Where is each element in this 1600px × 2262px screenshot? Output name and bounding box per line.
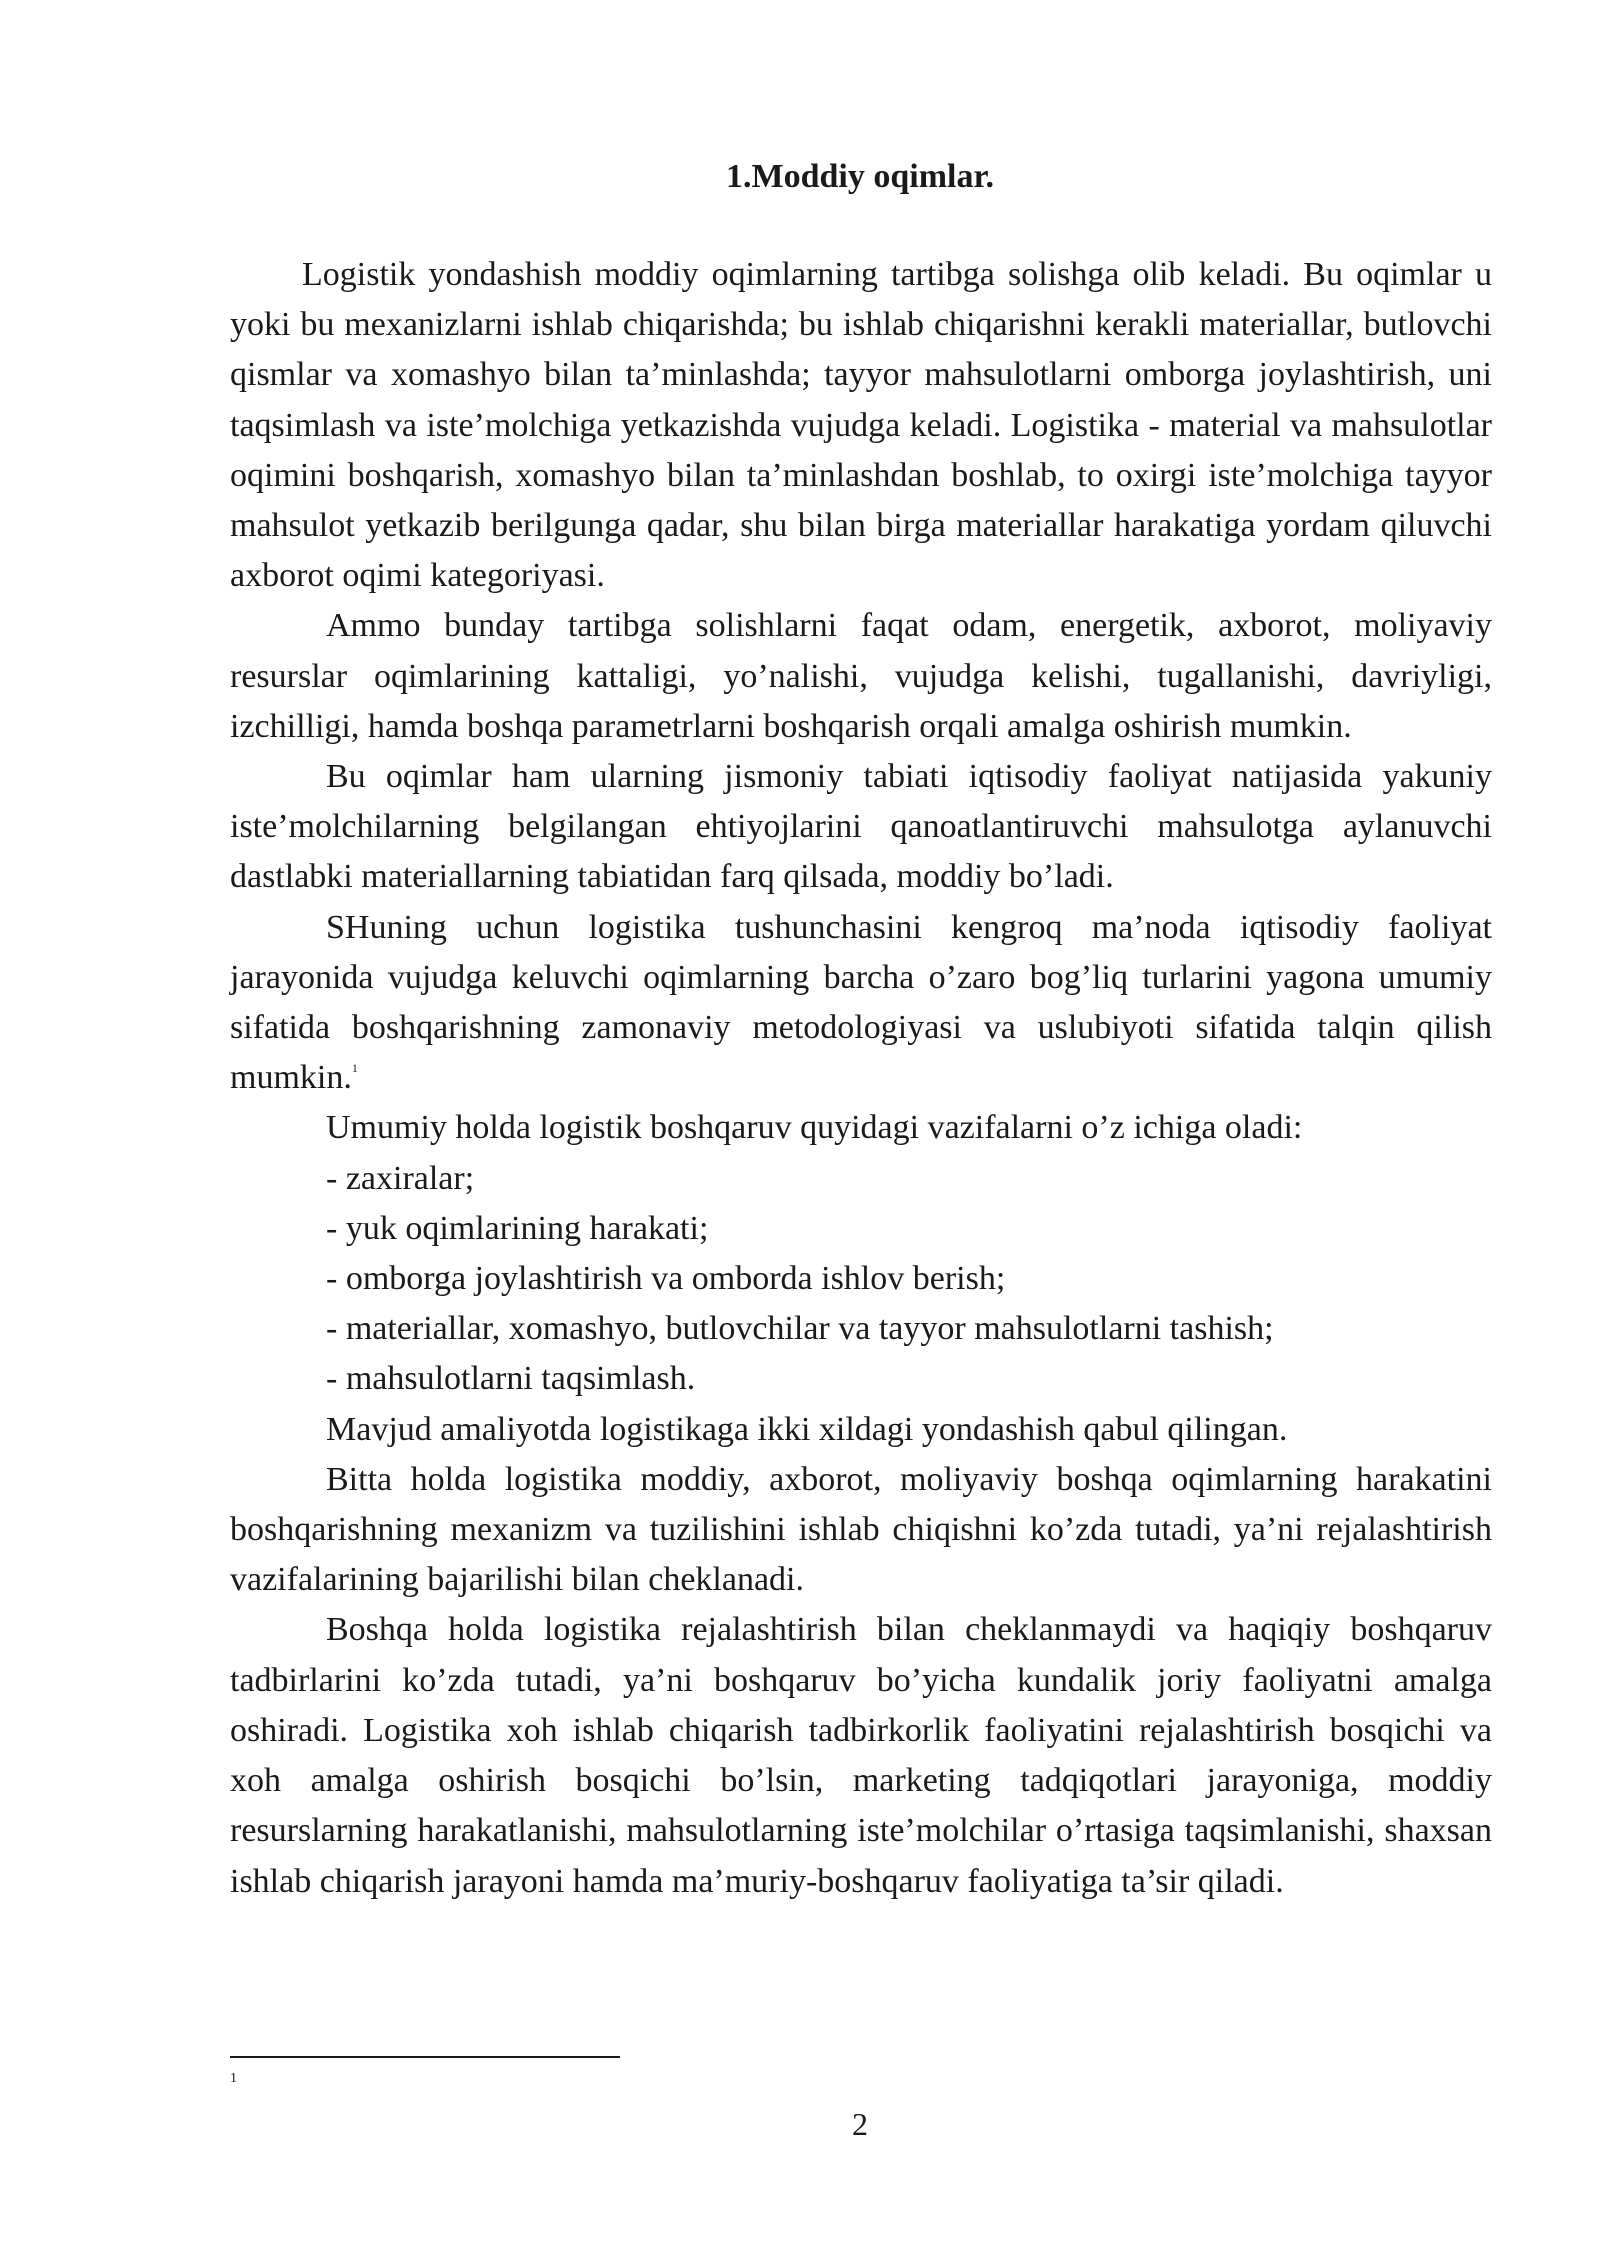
- paragraph-2: Ammo bunday tartibga solishlarni faqat odam, energetik, axborot, moliyaviy resurslar oqimlarining kattaligi, yo’nalishi, vujudga kelishi, tugallanishi, davriyligi, izchilligi, hamda boshqa parametrlarni boshqarish orqali amalga oshirish mumkin.: [230, 607, 1492, 745]
- list-item: - zaxiralar;: [326, 1159, 475, 1197]
- list-item: - materiallar, xomashyo, butlovchilar va tayyor mahsulotlarni tashish;: [326, 1310, 1274, 1348]
- paragraph-8: Boshqa holda logistika rejalashtirish bilan cheklanmaydi va haqiqiy boshqaruv tadbirlarini ko’zda tutadi, ya’ni boshqaruv bo’yicha kundalik joriy faoliyatni amalga oshiradi. Logistika xoh ishlab chiqarish tadbirkorlik faoliyatini rejalashtirish bosqichi va xoh amalga oshirish bosqichi bo’lsin, marketing tadqiqotlari jarayoniga, moddiy resurslarning harakatlanishi, mahsulotlarning iste’molchilar o’rtasiga taqsimlanishi, shaxsan ishlab chiqarish jarayoni hamda ma’muriy-boshqaruv faoliyatiga ta’sir qiladi.: [230, 1611, 1492, 1900]
- list-item: - yuk oqimlarining harakati;: [326, 1209, 709, 1247]
- list-item: - mahsulotlarni taqsimlash.: [326, 1360, 696, 1398]
- list-item: - omborga joylashtirish va omborda ishlov berish;: [326, 1260, 1006, 1298]
- footnote-marker: 1: [230, 2071, 237, 2086]
- footnote-separator: [230, 2056, 620, 2058]
- page-number: 2: [852, 2106, 868, 2142]
- body-text: [230, 250, 1492, 1907]
- task-list: [230, 1154, 1492, 1405]
- paragraph-1: Logistik yondashish moddiy oqimlarning tartibga solishga olib keladi. Bu oqimlar u yoki bu mexanizlarni ishlab chiqarishda; bu ishlab chiqarishni kerakli materiallar, butlovchi qismlar va xomashyo bilan ta’minlashda; tayyor mahsulotlarni omborga joylashtirish, uni taqsimlash va iste’molchiga yetkazishda vujudga keladi. Logistika - material va mahsulotlar oqimini boshqarish, xomashyo bilan ta’minlashdan boshlab, to oxirgi iste’molchiga tayyor mahsulot yetkazib berilgunga qadar, shu bilan birga materiallar harakatiga yordam qiluvchi axborot oqimi kategoriyasi.: [230, 256, 1492, 595]
- paragraph-6: Mavjud amaliyotda logistikaga ikki xildagi yondashish qabul qilingan.: [326, 1410, 1288, 1448]
- paragraph-4: [230, 903, 1492, 1104]
- section-title: 1.Moddiy oqimlar.: [726, 158, 994, 195]
- paragraph-4-text: SHuning uchun logistika tushunchasini kengroq ma’noda iqtisodiy faoliyat jarayonida vujudga keluvchi oqimlarning barcha o’zaro bog’liq turlarini yagona umumiy sifatida boshqarishning zamonaviy metodologiyasi va uslubiyoti sifatida talqin qilish mumkin.: [230, 908, 1492, 1097]
- paragraph-7: Bitta holda logistika moddiy, axborot, moliyaviy boshqa oqimlarning harakatini boshqarishning mexanizm va tuzilishini ishlab chiqishni ko’zda tutadi, ya’ni rejalashtirish vazifalarining bajarilishi bilan cheklanadi.: [230, 1460, 1492, 1599]
- paragraph-5: Umumiy holda logistik boshqaruv quyidagi vazifalarni o’z ichiga oladi:: [326, 1109, 1303, 1147]
- paragraph-3: Bu oqimlar ham ularning jismoniy tabiati iqtisodiy faoliyat natijasida yakuniy iste’molchilarning belgilangan ehtiyojlarini qanoatlantiruvchi mahsulotga aylanuvchi dastlabki materiallarning tabiatidan farq qilsada, moddiy bo’ladi.: [230, 758, 1492, 896]
- footnote-reference[interactable]: 1: [351, 1061, 358, 1076]
